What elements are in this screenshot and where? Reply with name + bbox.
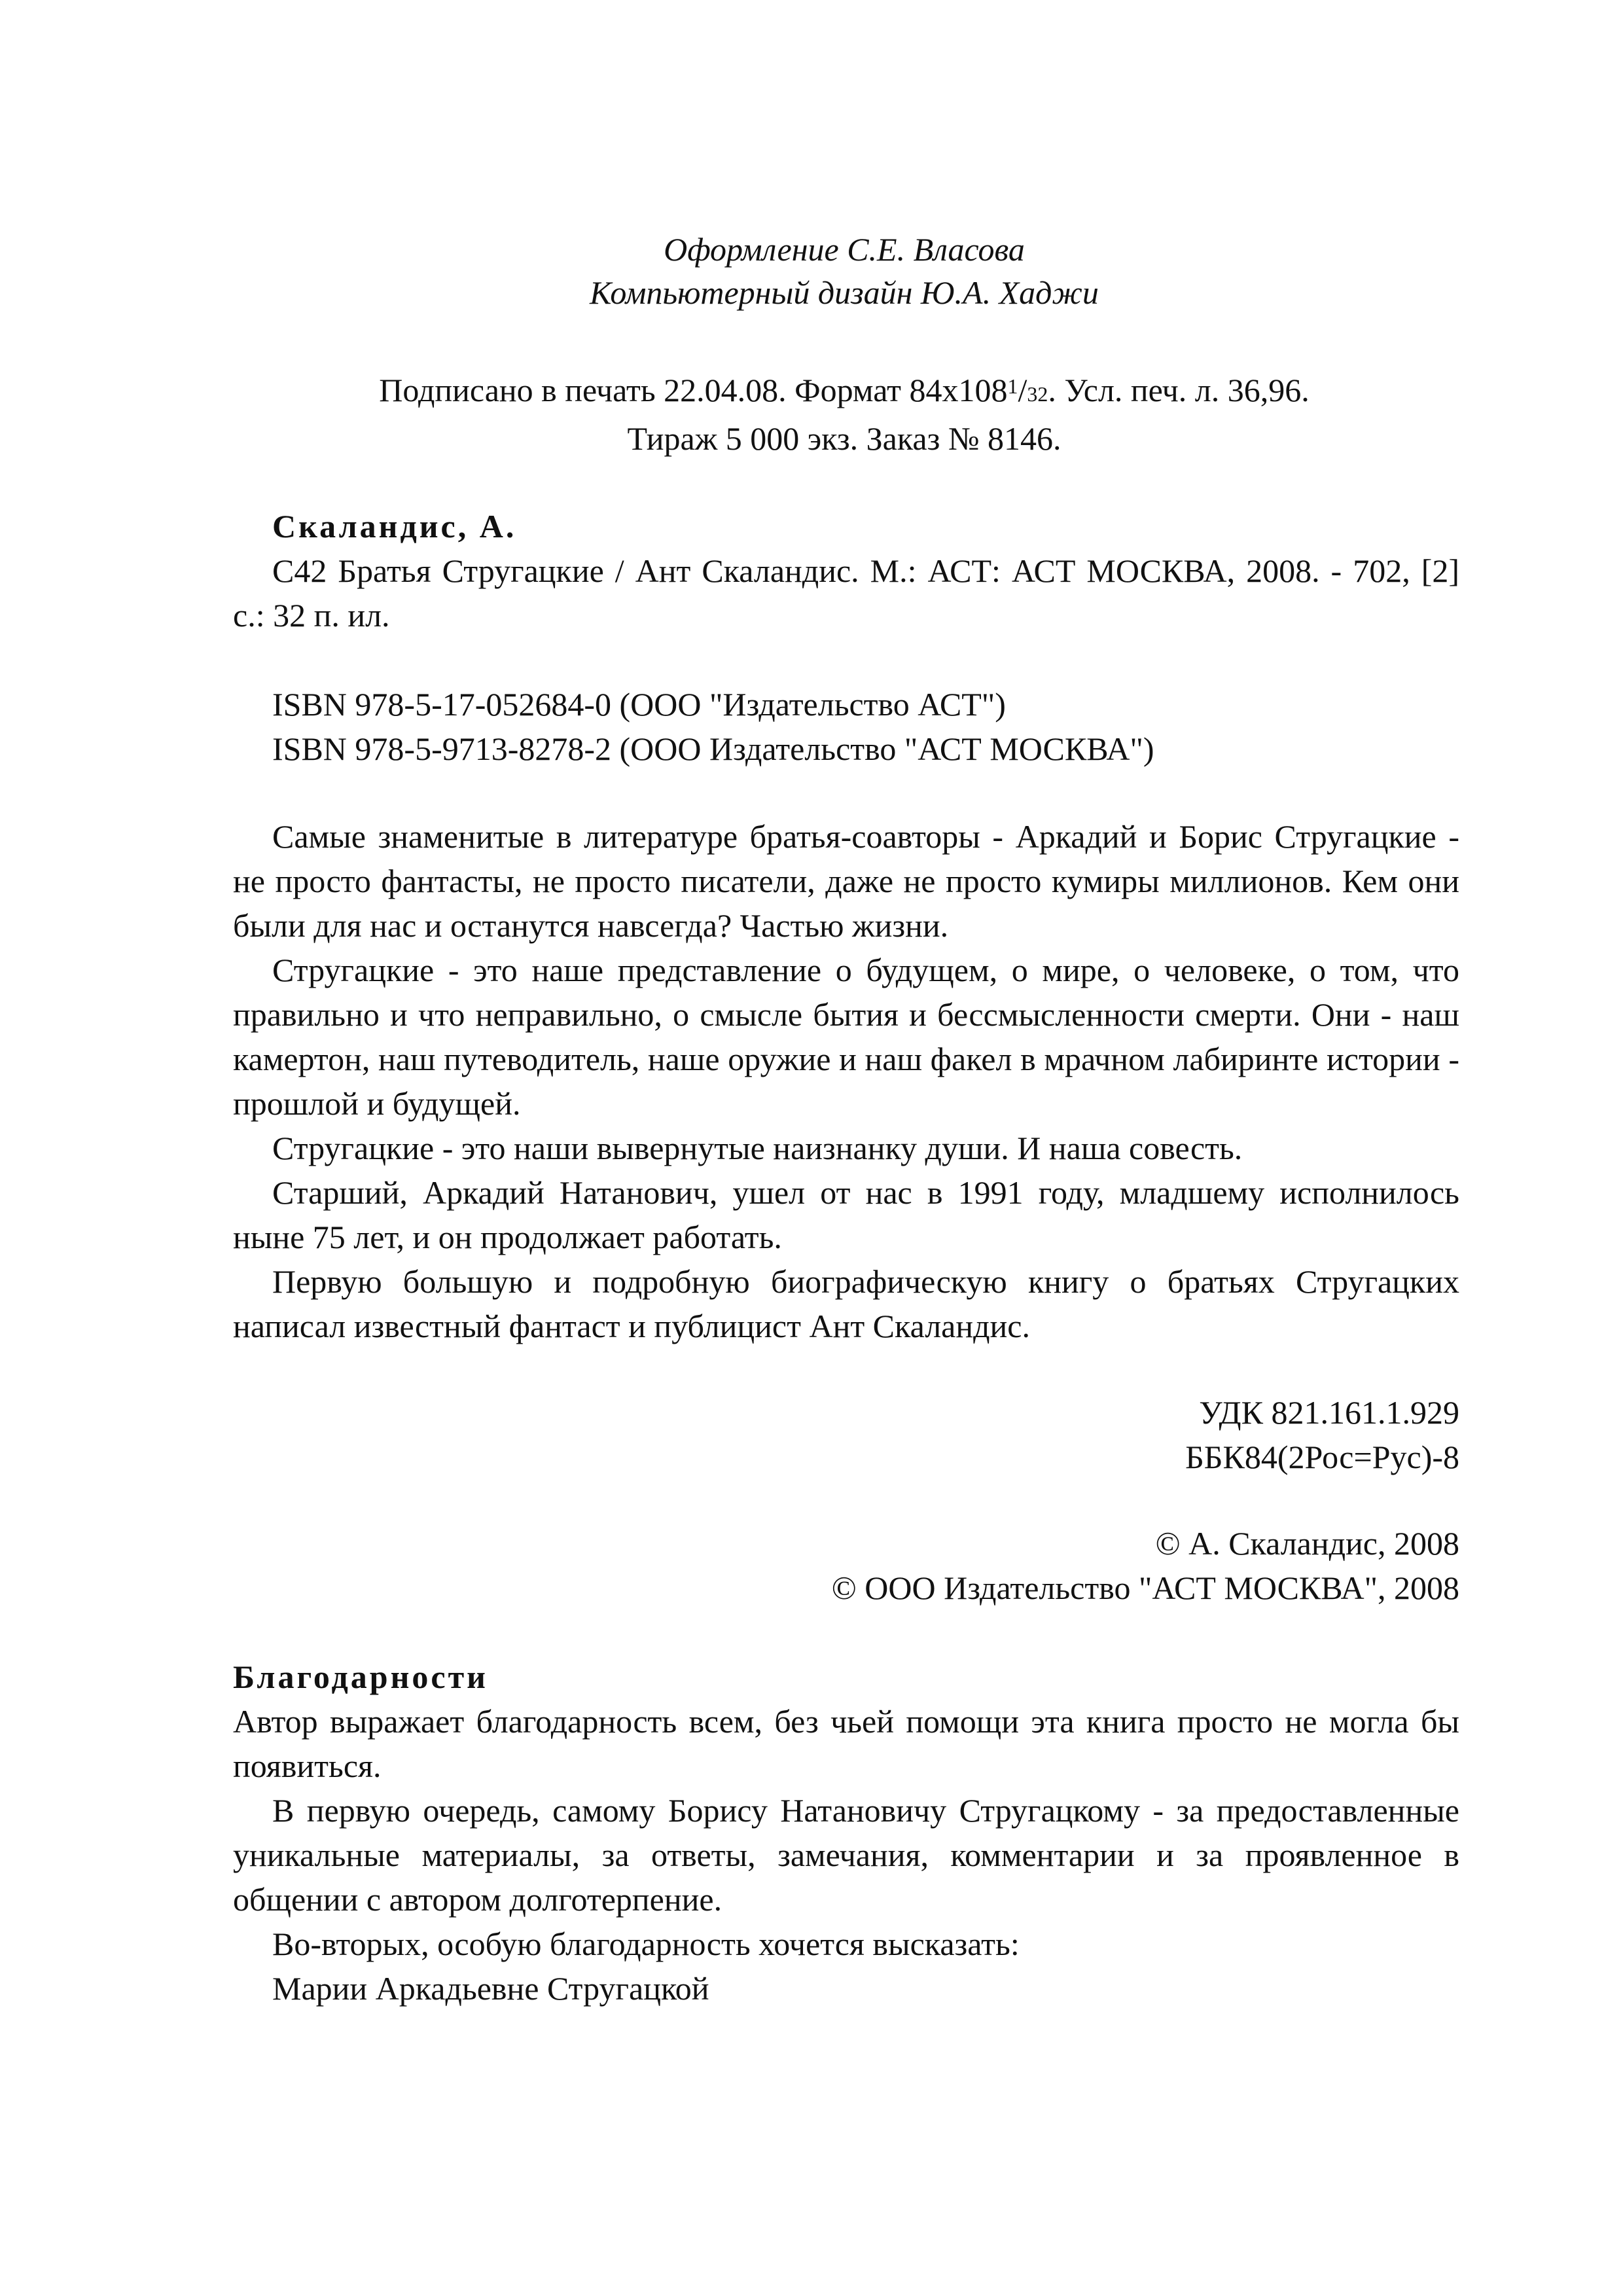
isbn-list bbox=[233, 682, 1459, 771]
acknowledgement-paragraph: Автор выражает благодарность всем, без чьей помощи эта книга просто не могла бы появиться. bbox=[233, 1703, 1459, 1784]
acknowledgement-person: Марии Аркадьевне Стругацкой bbox=[272, 1970, 709, 2007]
annotation-paragraph: Стругацкие - это наше представление о будущем, о мире, о человеке, о том, что правильно и что неправильно, о смысле бытия и бессмысленности смерти. Они - наш камертон, наш путеводитель, наше оружие и наш факел в мрачном лабиринте истории - прошлой и будущей. bbox=[233, 952, 1459, 1122]
acknowledgement-paragraph: В первую очередь, самому Борису Натановичу Стругацкому - за предоставленные уникальные материалы, за ответы, замечания, комментарии и за проявленное в общении с автором долготерпение. bbox=[233, 1792, 1459, 1918]
print-info bbox=[236, 368, 1453, 461]
format-slash: / bbox=[1018, 372, 1027, 408]
copyright-line: © А. Скаландис, 2008 bbox=[1155, 1525, 1459, 1562]
bibliography-text: С42 Братья Стругацкие / Ант Скаландис. М.: АСТ: АСТ МОСКВА, 2008. - 702, [2] с.: 32 п. ил. bbox=[233, 552, 1459, 634]
cover-design-credit: Оформление С.Е. Власова bbox=[664, 231, 1025, 268]
credits bbox=[236, 228, 1453, 314]
classification-codes bbox=[233, 1390, 1459, 1479]
annotation-paragraph: Первую большую и подробную биографическую книгу о братьях Стругацких написал известный фантаст и публицист Ант Скаландис. bbox=[233, 1263, 1459, 1344]
print-info-prefix: Подписано в печать 22.04.08. Формат 84x108 bbox=[379, 372, 1008, 408]
print-info-suffix: . Усл. печ. л. 36,96. bbox=[1048, 372, 1310, 408]
udk-code: УДК 821.161.1.929 bbox=[1199, 1394, 1459, 1431]
print-info-line-2: Тираж 5 000 экз. Заказ № 8146. bbox=[627, 420, 1061, 457]
bbk-code: ББК84(2Рос=Рус)-8 bbox=[1185, 1439, 1459, 1475]
print-info-line-1 bbox=[236, 368, 1453, 416]
acknowledgements-heading: Благодарности bbox=[233, 1659, 488, 1695]
annotation bbox=[233, 814, 1459, 1348]
author-name: Скаландис, А. bbox=[272, 508, 517, 545]
copyright-line: © ООО Издательство "АСТ МОСКВА", 2008 bbox=[831, 1570, 1459, 1606]
isbn-line: ISBN 978-5-17-052684-0 (ООО "Издательство АСТ") bbox=[272, 686, 1006, 723]
bibliography-entry bbox=[233, 548, 1459, 637]
bibliography-author bbox=[233, 504, 1459, 548]
annotation-paragraph: Самые знаменитые в литературе братья-соавторы - Аркадий и Борис Стругацкие - не просто фантасты, не просто писатели, даже не просто кумиры миллионов. Кем они были для нас и останутся навсегда? Частью жизни. bbox=[233, 818, 1459, 944]
copyright-notices bbox=[233, 1521, 1459, 1610]
isbn-line: ISBN 978-5-9713-8278-2 (ООО Издательство "АСТ МОСКВА") bbox=[272, 730, 1154, 767]
format-subscript: 32 bbox=[1027, 382, 1048, 406]
annotation-paragraph: Старший, Аркадий Натанович, ушел от нас в 1991 году, младшему исполнилось ныне 75 лет, и он продолжает работать. bbox=[233, 1174, 1459, 1255]
computer-design-credit: Компьютерный дизайн Ю.А. Хаджи bbox=[590, 274, 1099, 311]
acknowledgement-secondly: Во-вторых, особую благодарность хочется высказать: bbox=[272, 1926, 1020, 1962]
format-superscript: 1 bbox=[1007, 374, 1018, 398]
acknowledgements bbox=[233, 1699, 1459, 2011]
annotation-paragraph: Стругацкие - это наши вывернутые наизнанку души. И наша совесть. bbox=[272, 1130, 1243, 1166]
